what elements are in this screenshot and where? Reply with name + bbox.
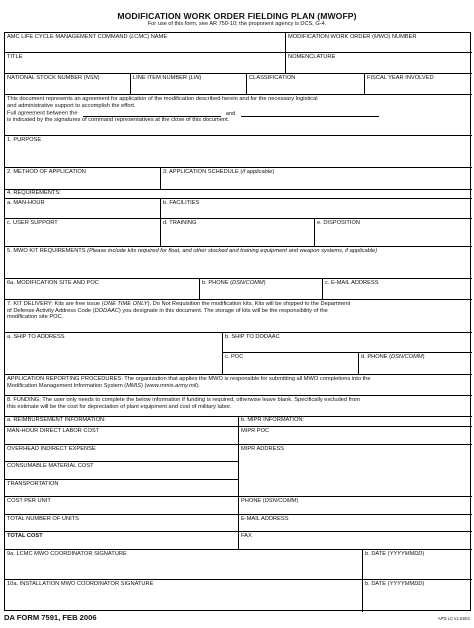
kit-requirements-label: 5. MWO KIT REQUIREMENTS — [7, 248, 88, 254]
installation-signature-label: 10a. INSTALLATION MWO COORDINATOR SIGNATURE — [7, 581, 154, 587]
fiscal-year-label: FISCAL YEAR INVOLVED — [367, 75, 434, 81]
facilities-label: b. FACILITIES — [163, 200, 200, 206]
phone-6b-label-tail: ) — [263, 280, 266, 286]
ship-to-dodaac-field[interactable] — [223, 333, 472, 353]
cost-row-labor[interactable] — [5, 427, 239, 445]
kit-delivery-block — [5, 300, 472, 333]
form-version: APD LC v1.01ES — [437, 616, 470, 621]
cost-row-transportation[interactable] — [5, 480, 239, 497]
ship-to-dodaac-label: b. SHIP TO DODAAC — [225, 334, 280, 340]
agreement-and-text: and — [225, 110, 236, 117]
phone-d-type: DSN/COMM — [391, 354, 423, 360]
agreement-line-2: and administrative support to accomplish the effort. — [7, 102, 136, 109]
cost-row-label: COST PER UNIT — [7, 498, 51, 504]
installation-date-field[interactable] — [363, 580, 472, 612]
phone-6b-label: b. PHONE ( — [202, 280, 233, 286]
mwo-number-label-tail: ) NUMBER — [388, 34, 417, 40]
reimbursement-header — [5, 417, 239, 427]
facilities-field[interactable] — [161, 199, 472, 219]
cost-row-label: TOTAL NUMBER OF UNITS — [7, 516, 79, 522]
user-support-field[interactable] — [5, 219, 161, 247]
training-field[interactable] — [161, 219, 315, 247]
funding-block — [5, 396, 472, 417]
mipr-phone-field[interactable] — [239, 497, 472, 515]
nomenclature-field[interactable] — [286, 53, 472, 74]
mipr-address-label: MIPR ADDRESS — [241, 446, 284, 452]
mipr-poc-field[interactable] — [239, 427, 472, 445]
classification-label: CLASSIFICATION — [249, 75, 296, 81]
poc-label: c. POC — [225, 354, 244, 360]
reporting-procedures — [5, 375, 472, 396]
training-label: d. TRAINING — [163, 220, 197, 226]
funding-line-2: this estimate will be the cost for depreciation of plant equipment and cost of military labor. — [7, 403, 232, 410]
agreement-block — [5, 95, 472, 136]
mod-site-label: 6a. MODIFICATION SITE AND POC — [7, 280, 99, 286]
mipr-info-label: b. MIPR INFORMATION: — [241, 417, 305, 423]
requirements-header — [5, 190, 472, 199]
kit-delivery-line-3: modification site POC. — [7, 314, 64, 321]
lcmc-date-label: b. DATE ( — [365, 551, 390, 557]
ship-to-address-label: a. SHIP TO ADDRESS — [7, 334, 65, 340]
mwo-number-label: MODIFICATION WORK ORDER ( — [288, 34, 374, 40]
schedule-field[interactable] — [161, 168, 472, 190]
party-one-blank[interactable] — [83, 110, 221, 117]
lcmc-name-field[interactable] — [5, 33, 286, 53]
mipr-fax-field[interactable] — [239, 532, 472, 550]
kit-delivery-line-1: 7. KIT DELIVERY: Kits are free issue (ONE TIME ONLY). Do Not Requisition the modification kits. Kits will be shipped to the Department — [7, 301, 351, 307]
schedule-label-tail: ) — [272, 169, 275, 175]
lcmc-signature-field[interactable] — [5, 550, 363, 580]
phone-d-field[interactable] — [359, 353, 472, 375]
form-title: MODIFICATION WORK ORDER FIELDING PLAN (MWOFP) — [117, 11, 357, 21]
classification-field[interactable] — [247, 74, 365, 95]
installation-date-label: b. DATE ( — [365, 581, 390, 587]
mipr-phone-label-tail: ) — [296, 498, 299, 504]
installation-date-label-tail: ) — [422, 581, 425, 587]
ship-to-address-field[interactable] — [5, 333, 223, 375]
agreement-between-text: Full agreement between the — [7, 110, 78, 117]
party-two-blank[interactable] — [241, 110, 379, 117]
form-body — [4, 32, 471, 611]
reporting-line-1: APPLICATION REPORTING PROCEDURES: The organization that applies the MWO is responsible for submitting all MWO completions into the — [7, 376, 371, 382]
lcmc-abbrev: LCMC — [131, 34, 148, 40]
user-support-label: c. USER SUPPORT — [7, 220, 58, 226]
form-subtitle: For use of this form, see AR 750-10; the proponent agency is DCS, G-4. — [147, 21, 327, 27]
lin-field[interactable] — [131, 74, 247, 95]
disposition-label: e. DISPOSITION — [317, 220, 360, 226]
lcmc-signature-label: 9a. LCMC MWO COORDINATOR SIGNATURE — [7, 551, 127, 557]
cost-row-label: OVERHEAD INDIRECT EXPENSE — [7, 446, 96, 452]
lcmc-date-format: YYYYMMDD — [389, 551, 423, 557]
cost-row-per-unit[interactable] — [5, 497, 239, 515]
reimbursement-label: a. REIMBURSEMENT INFORMATION: — [7, 417, 106, 423]
schedule-label: 3. APPLICATION SCHEDULE ( — [163, 169, 243, 175]
method-label: 2. METHOD OF APPLICATION — [7, 169, 86, 175]
agreement-line-1: This document represents an agreement for application of the modification described herein and for the necessary logistical — [7, 96, 318, 102]
installation-signature-field[interactable] — [5, 580, 363, 612]
lin-abbrev: LIN — [190, 75, 200, 81]
kit-delivery-line-2: of Defense Activity Address Code (DODAAC) you designate in this document. The storage of kits will be the responsibility of the — [7, 307, 328, 314]
man-hour-field[interactable] — [5, 199, 161, 219]
poc-field[interactable] — [223, 353, 359, 375]
phone-d-label: d. PHONE ( — [361, 354, 392, 360]
nomenclature-label: NOMENCLATURE — [288, 54, 336, 60]
lin-label: LINE ITEM NUMBER ( — [133, 75, 191, 81]
lcmc-name-label: AMC LIFE CYCLE MANAGEMENT COMMAND ( — [7, 34, 132, 40]
cost-row-overhead[interactable] — [5, 445, 239, 462]
phone-d-label-tail: ) — [422, 354, 425, 360]
cost-row-units[interactable] — [5, 515, 239, 532]
mipr-fax-label: FAX — [241, 533, 252, 539]
nsn-abbrev: NSN — [85, 75, 98, 81]
nsn-label: NATIONAL STOCK NUMBER ( — [7, 75, 86, 81]
method-field[interactable] — [5, 168, 161, 190]
lcmc-date-field[interactable] — [363, 550, 472, 580]
phone-6b-field[interactable] — [200, 279, 323, 300]
mwo-number-field[interactable] — [286, 33, 472, 53]
schedule-note: if applicable — [242, 169, 273, 175]
agreement-line-4: is indicated by the signatures of command representatives at the close of this document. — [7, 117, 230, 124]
cost-row-total[interactable] — [5, 532, 239, 550]
lcmc-name-label-tail: ) NAME — [147, 34, 168, 40]
cost-row-material[interactable] — [5, 462, 239, 480]
mwo-abbrev: MWO — [373, 34, 389, 40]
mipr-email-field[interactable] — [239, 515, 472, 532]
fiscal-year-field[interactable] — [365, 74, 472, 95]
mipr-phone-type: DSN/COMM — [264, 498, 297, 504]
purpose-label: 1. PURPOSE — [7, 137, 42, 143]
installation-date-format: YYYYMMDD — [389, 581, 423, 587]
cost-row-label: TOTAL COST — [7, 533, 43, 539]
cost-row-label: MAN-HOUR DIRECT LABOR COST — [7, 428, 100, 434]
lin-label-tail: ) — [199, 75, 202, 81]
title-field[interactable] — [5, 53, 286, 74]
reporting-line-2: Modification Management Information System (MMIS) (www.mmis.army.mil). — [7, 382, 200, 389]
lcmc-date-label-tail: ) — [422, 551, 425, 557]
mipr-email-label: E-MAIL ADDRESS — [241, 516, 289, 522]
mipr-header — [239, 417, 472, 427]
cost-row-label: CONSUMABLE MATERIAL COST — [7, 463, 94, 469]
nsn-field[interactable] — [5, 74, 131, 95]
mipr-phone-label: PHONE ( — [241, 498, 265, 504]
funding-line-1: 8. FUNDING: The user only needs to complete the below information if funding is required, otherwise leave blank. Specifically excluded from — [7, 397, 361, 403]
mod-site-field[interactable] — [5, 279, 200, 300]
man-hour-label: a. MAN-HOUR — [7, 200, 45, 206]
disposition-field[interactable] — [315, 219, 472, 247]
email-6c-field[interactable] — [323, 279, 472, 300]
form-id: DA FORM 7591, FEB 2006 — [4, 613, 97, 622]
purpose-field[interactable] — [5, 136, 472, 168]
title-label: TITLE — [7, 54, 23, 60]
requirements-label: 4. REQUIREMENTS: — [7, 190, 61, 196]
mipr-poc-label: MIPR POC — [241, 428, 270, 434]
phone-6b-type: DSN/COMM — [232, 280, 264, 286]
cost-row-label: TRANSPORTATION — [7, 481, 59, 487]
mipr-address-field[interactable] — [239, 445, 472, 497]
agreement-line-3 — [7, 110, 470, 117]
nsn-label-tail: ) — [97, 75, 100, 81]
kit-requirements-field[interactable] — [5, 247, 472, 279]
email-6c-label: c. E-MAIL ADDRESS — [325, 280, 379, 286]
kit-requirements-note: (Please include kits required for float, and other stocked and training equipment and weapon systems, if applicable) — [87, 248, 378, 254]
